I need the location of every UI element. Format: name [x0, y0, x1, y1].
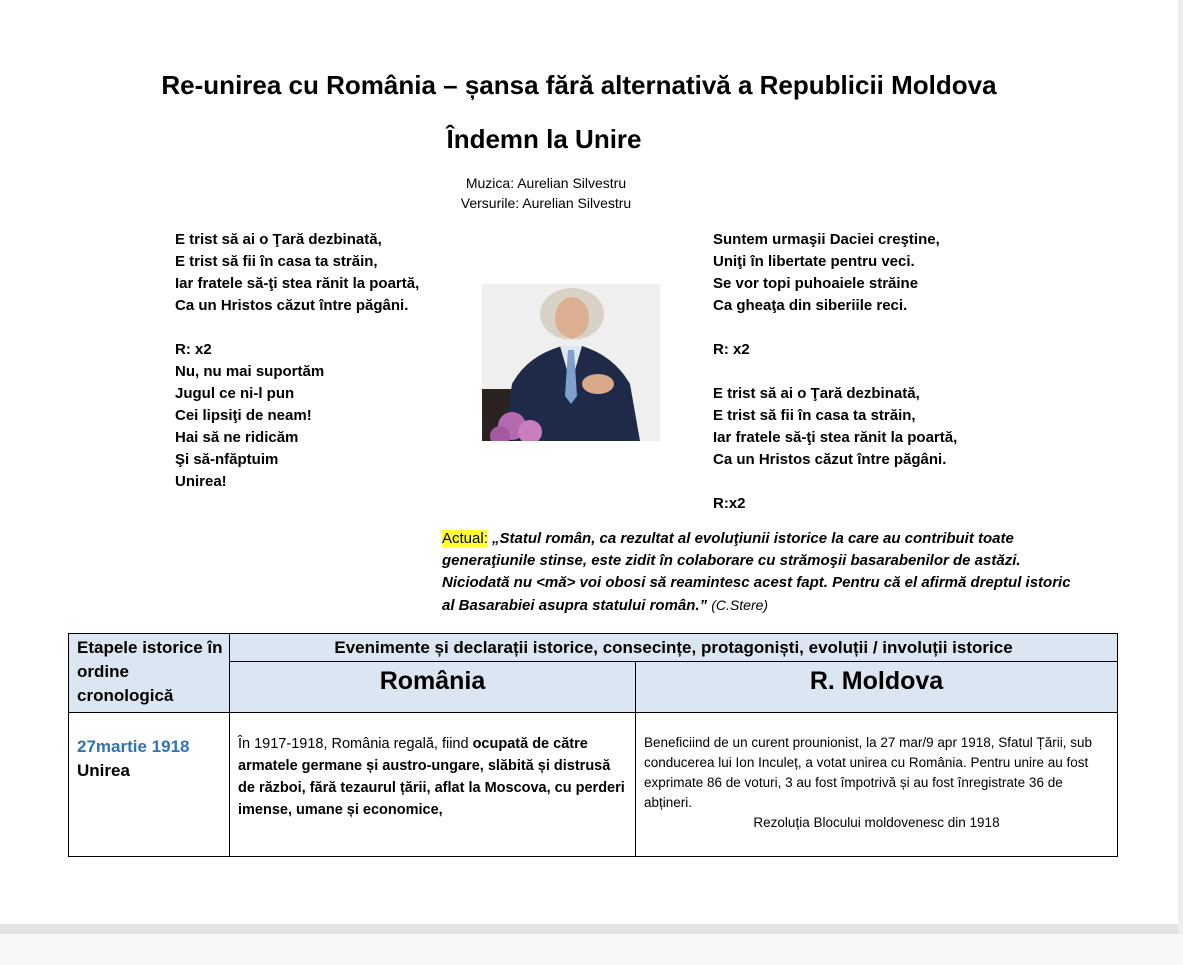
quote-label-highlight: Actual: — [442, 530, 488, 547]
verse-line: Se vor topi puhoaiele străine — [713, 275, 919, 292]
quote-source: (C.Stere) — [711, 597, 769, 613]
stage-event: Unirea — [77, 761, 130, 780]
verse-line: Jugul ce ni-l pun — [175, 385, 295, 402]
verse-line: R: x2 — [175, 341, 212, 358]
verse-line: Ca gheaţa din siberiile reci. — [713, 297, 908, 314]
verse-line — [713, 317, 957, 339]
quote-text: „Statul român, ca rezultat al evoluţiunii istorice la care au contribuit toate generaţiunile stinse, este zidit în colaborare cu strămoşii basarabenilor de astăzi. Niciodată nu <mă> voi obosi să reamintesc acest fapt. Pentru că el afirmă dreptul istoric al Basarabiei asupra statului român.” — [442, 530, 1071, 614]
romania-text-bold: ocupată de către armatele germane și austro-ungare, slăbită și distrusă de război, fără tezaurul țării, aflat la Moscova, cu perderi imense, umane și economice, — [238, 736, 625, 818]
verse-line: Cei lipsiţi de neam! — [175, 407, 312, 424]
verse-line: E trist să fii în casa ta străin, — [175, 253, 378, 270]
table-header-events: Evenimente și declarații istorice, consecințe, protagoniști, evoluții / involuții istorice — [230, 634, 1118, 662]
verse-line — [713, 361, 957, 383]
table-row — [69, 713, 1118, 857]
stage-date: 27martie 1918 — [77, 737, 190, 756]
table-header-romania: România — [230, 662, 636, 713]
verse-line — [175, 317, 419, 339]
table-header-moldova: R. Moldova — [636, 662, 1118, 713]
stage-cell — [69, 713, 230, 857]
verse-line: Nu, nu mai suportăm — [175, 363, 325, 380]
history-table — [68, 633, 1118, 857]
page-edge — [1178, 0, 1183, 935]
romania-text-intro: În 1917-1918, România regală, fiind — [238, 736, 473, 752]
music-credit: Muzica: Aurelian Silvestru — [465, 175, 627, 191]
verse-line: E trist să ai o Ţară dezbinată, — [713, 385, 920, 402]
verse-line: R: x2 — [713, 341, 750, 358]
verse-line: E trist să fii în casa ta străin, — [713, 407, 916, 424]
main-title: Re-unirea cu România – șansa fără alternativă a Republicii Moldova — [161, 70, 997, 100]
quote-block — [442, 528, 1082, 617]
verse-line: R:x2 — [713, 495, 746, 512]
table-header-stages: Etapele istorice în ordine cronologică — [69, 634, 230, 713]
verse-line: Suntem urmaşii Daciei creştine, — [713, 231, 940, 248]
verse-line: E trist să ai o Ţară dezbinată, — [175, 231, 382, 248]
right-verses — [713, 229, 957, 515]
verse-line: Unirea! — [175, 473, 227, 490]
verse-line: Hai să ne ridicăm — [175, 429, 299, 446]
page-separator-bar — [0, 924, 1178, 934]
left-verses — [175, 229, 419, 493]
moldova-cell — [636, 713, 1118, 857]
lyrics-credit: Versurile: Aurelian Silvestru — [460, 195, 632, 211]
verse-line: Iar fratele să-ţi stea rănit la poartă, — [175, 275, 420, 292]
verse-line: Ca un Hristos căzut între păgâni. — [713, 451, 947, 468]
verse-line: Ca un Hristos căzut între păgâni. — [175, 297, 409, 314]
viewer-bottom-area — [0, 934, 1183, 965]
verse-line: Iar fratele să-ţi stea rănit la poartă, — [713, 429, 958, 446]
portrait-photo-icon — [482, 284, 660, 441]
moldova-text: Beneficiind de un curent prounionist, la 27 mar/9 apr 1918, Sfatul Țării, sub conducerea lui Ion Inculeț, a votat unirea cu România. Pentru unire au fost exprimate 86 de voturi, 3 au fost împotrivă și au fost înregistrate 36 de abțineri. — [644, 735, 1093, 810]
song-title: Îndemn la Unire — [446, 124, 642, 154]
verse-line: Şi să-nfăptuim — [175, 451, 279, 468]
verse-line: Uniţi în libertate pentru veci. — [713, 253, 915, 270]
verse-line — [713, 471, 957, 493]
song-credits — [0, 173, 1092, 213]
romania-cell — [230, 713, 636, 857]
moldova-reference: Rezoluția Blocului moldovenesc din 1918 — [753, 815, 1000, 830]
